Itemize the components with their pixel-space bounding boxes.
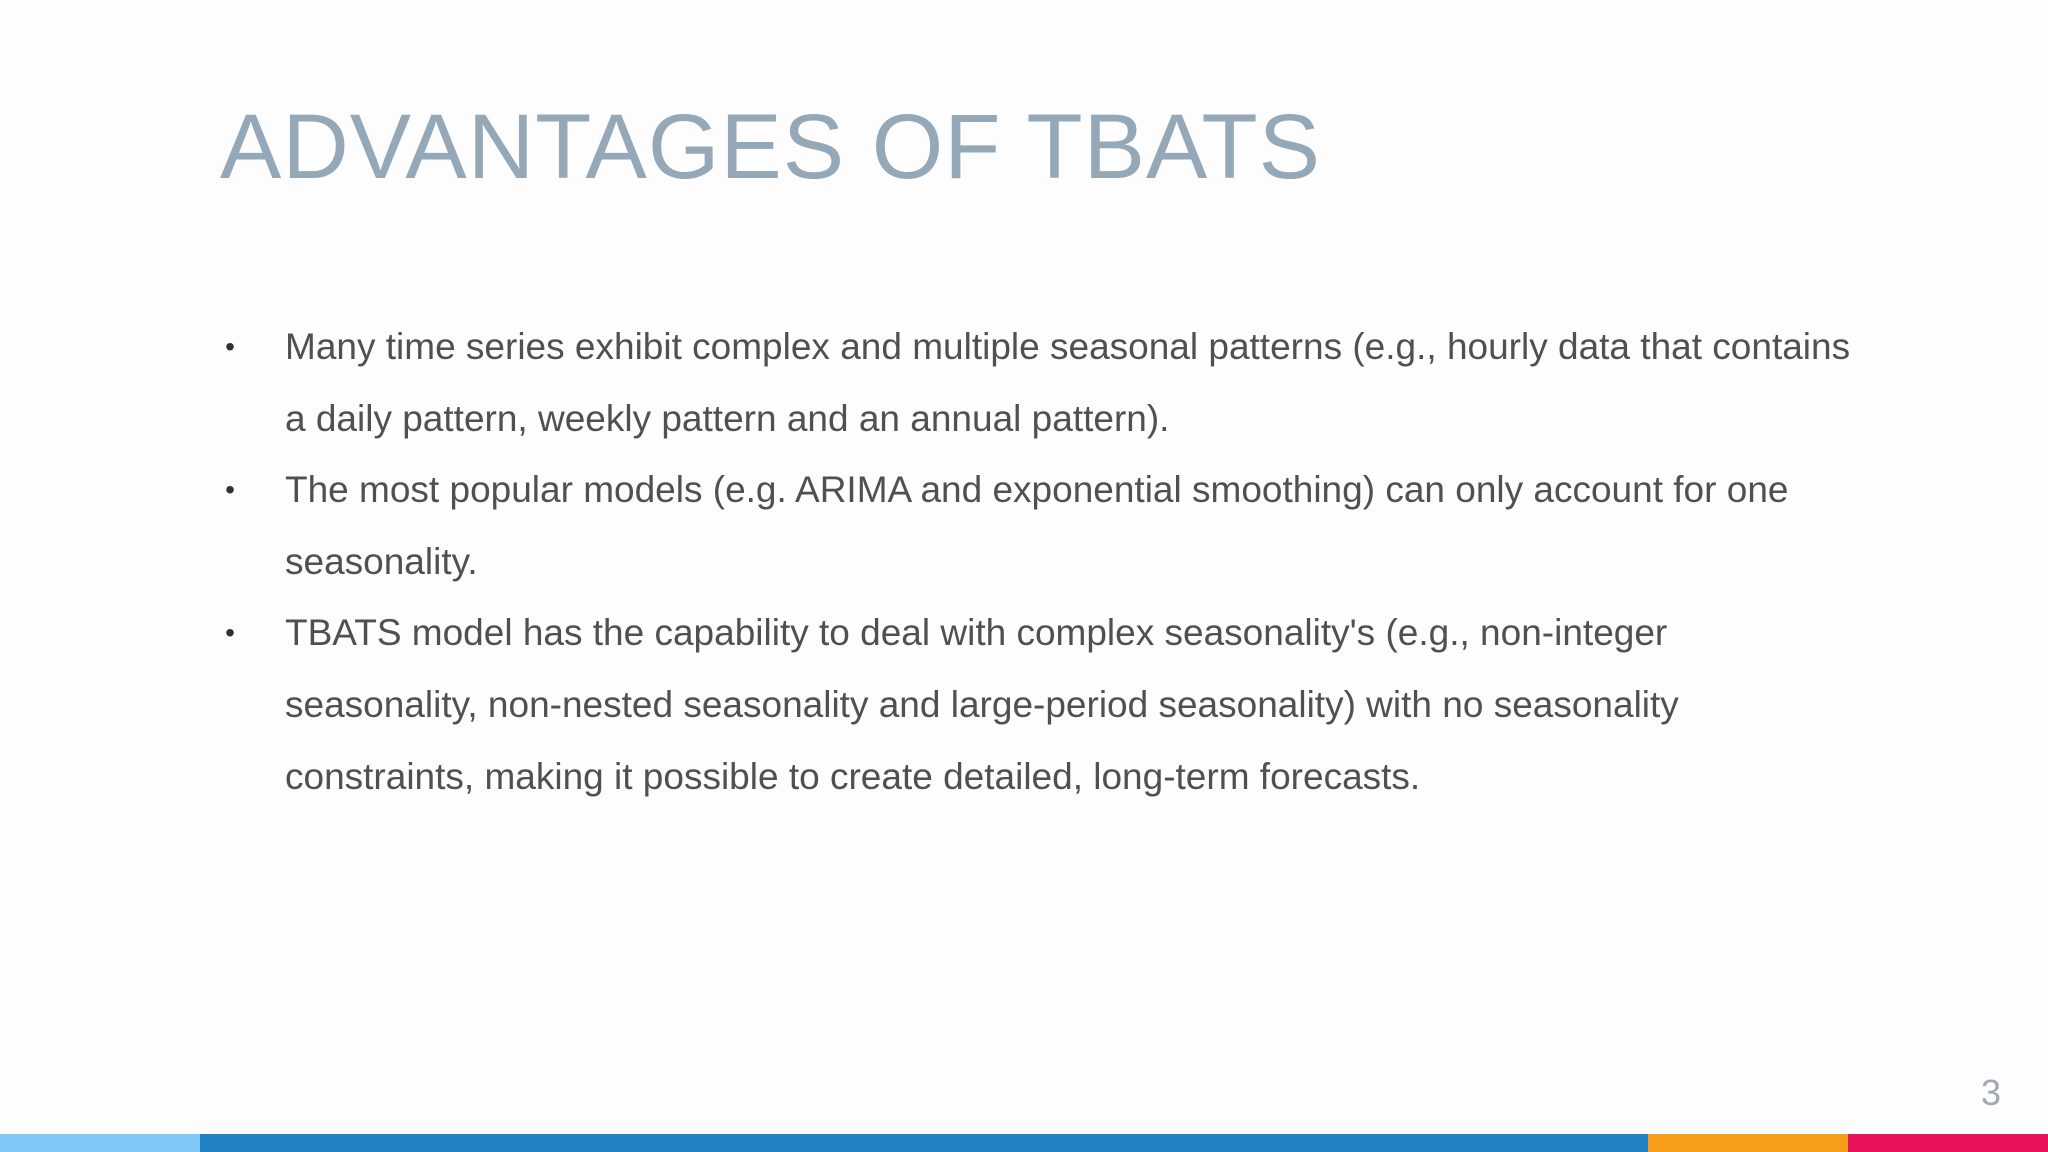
footer-segment-orange bbox=[1648, 1134, 1848, 1152]
bullet-text: Many time series exhibit complex and multiple seasonal patterns (e.g., hourly data that contains a daily pattern, weekly pattern and an annual pattern). bbox=[285, 326, 1851, 439]
bullet-item bbox=[220, 454, 1860, 597]
footer-color-bar bbox=[0, 1134, 2048, 1152]
slide-title: ADVANTAGES OF TBATS bbox=[220, 96, 1322, 198]
bullet-list bbox=[220, 311, 1860, 812]
footer-segment-blue bbox=[200, 1134, 1648, 1152]
footer-segment-pink bbox=[1848, 1134, 2048, 1152]
bullet-dot-icon: • bbox=[225, 331, 235, 362]
bullet-text: TBATS model has the capability to deal with complex seasonality's (e.g., non-integer seasonality, non-nested seasonality and large-period seasonality) with no seasonality constraints, making it possible to create detailed, long-term forecasts. bbox=[285, 612, 1679, 797]
bullet-dot-icon: • bbox=[225, 617, 235, 649]
bullet-item bbox=[220, 597, 1860, 812]
footer-segment-light-blue bbox=[0, 1134, 200, 1152]
bullet-item bbox=[220, 311, 1860, 454]
bullet-text: The most popular models (e.g. ARIMA and exponential smoothing) can only account for one seasonality. bbox=[285, 469, 1789, 582]
page-number: 3 bbox=[1980, 1072, 2001, 1113]
bullet-dot-icon: • bbox=[225, 474, 235, 506]
